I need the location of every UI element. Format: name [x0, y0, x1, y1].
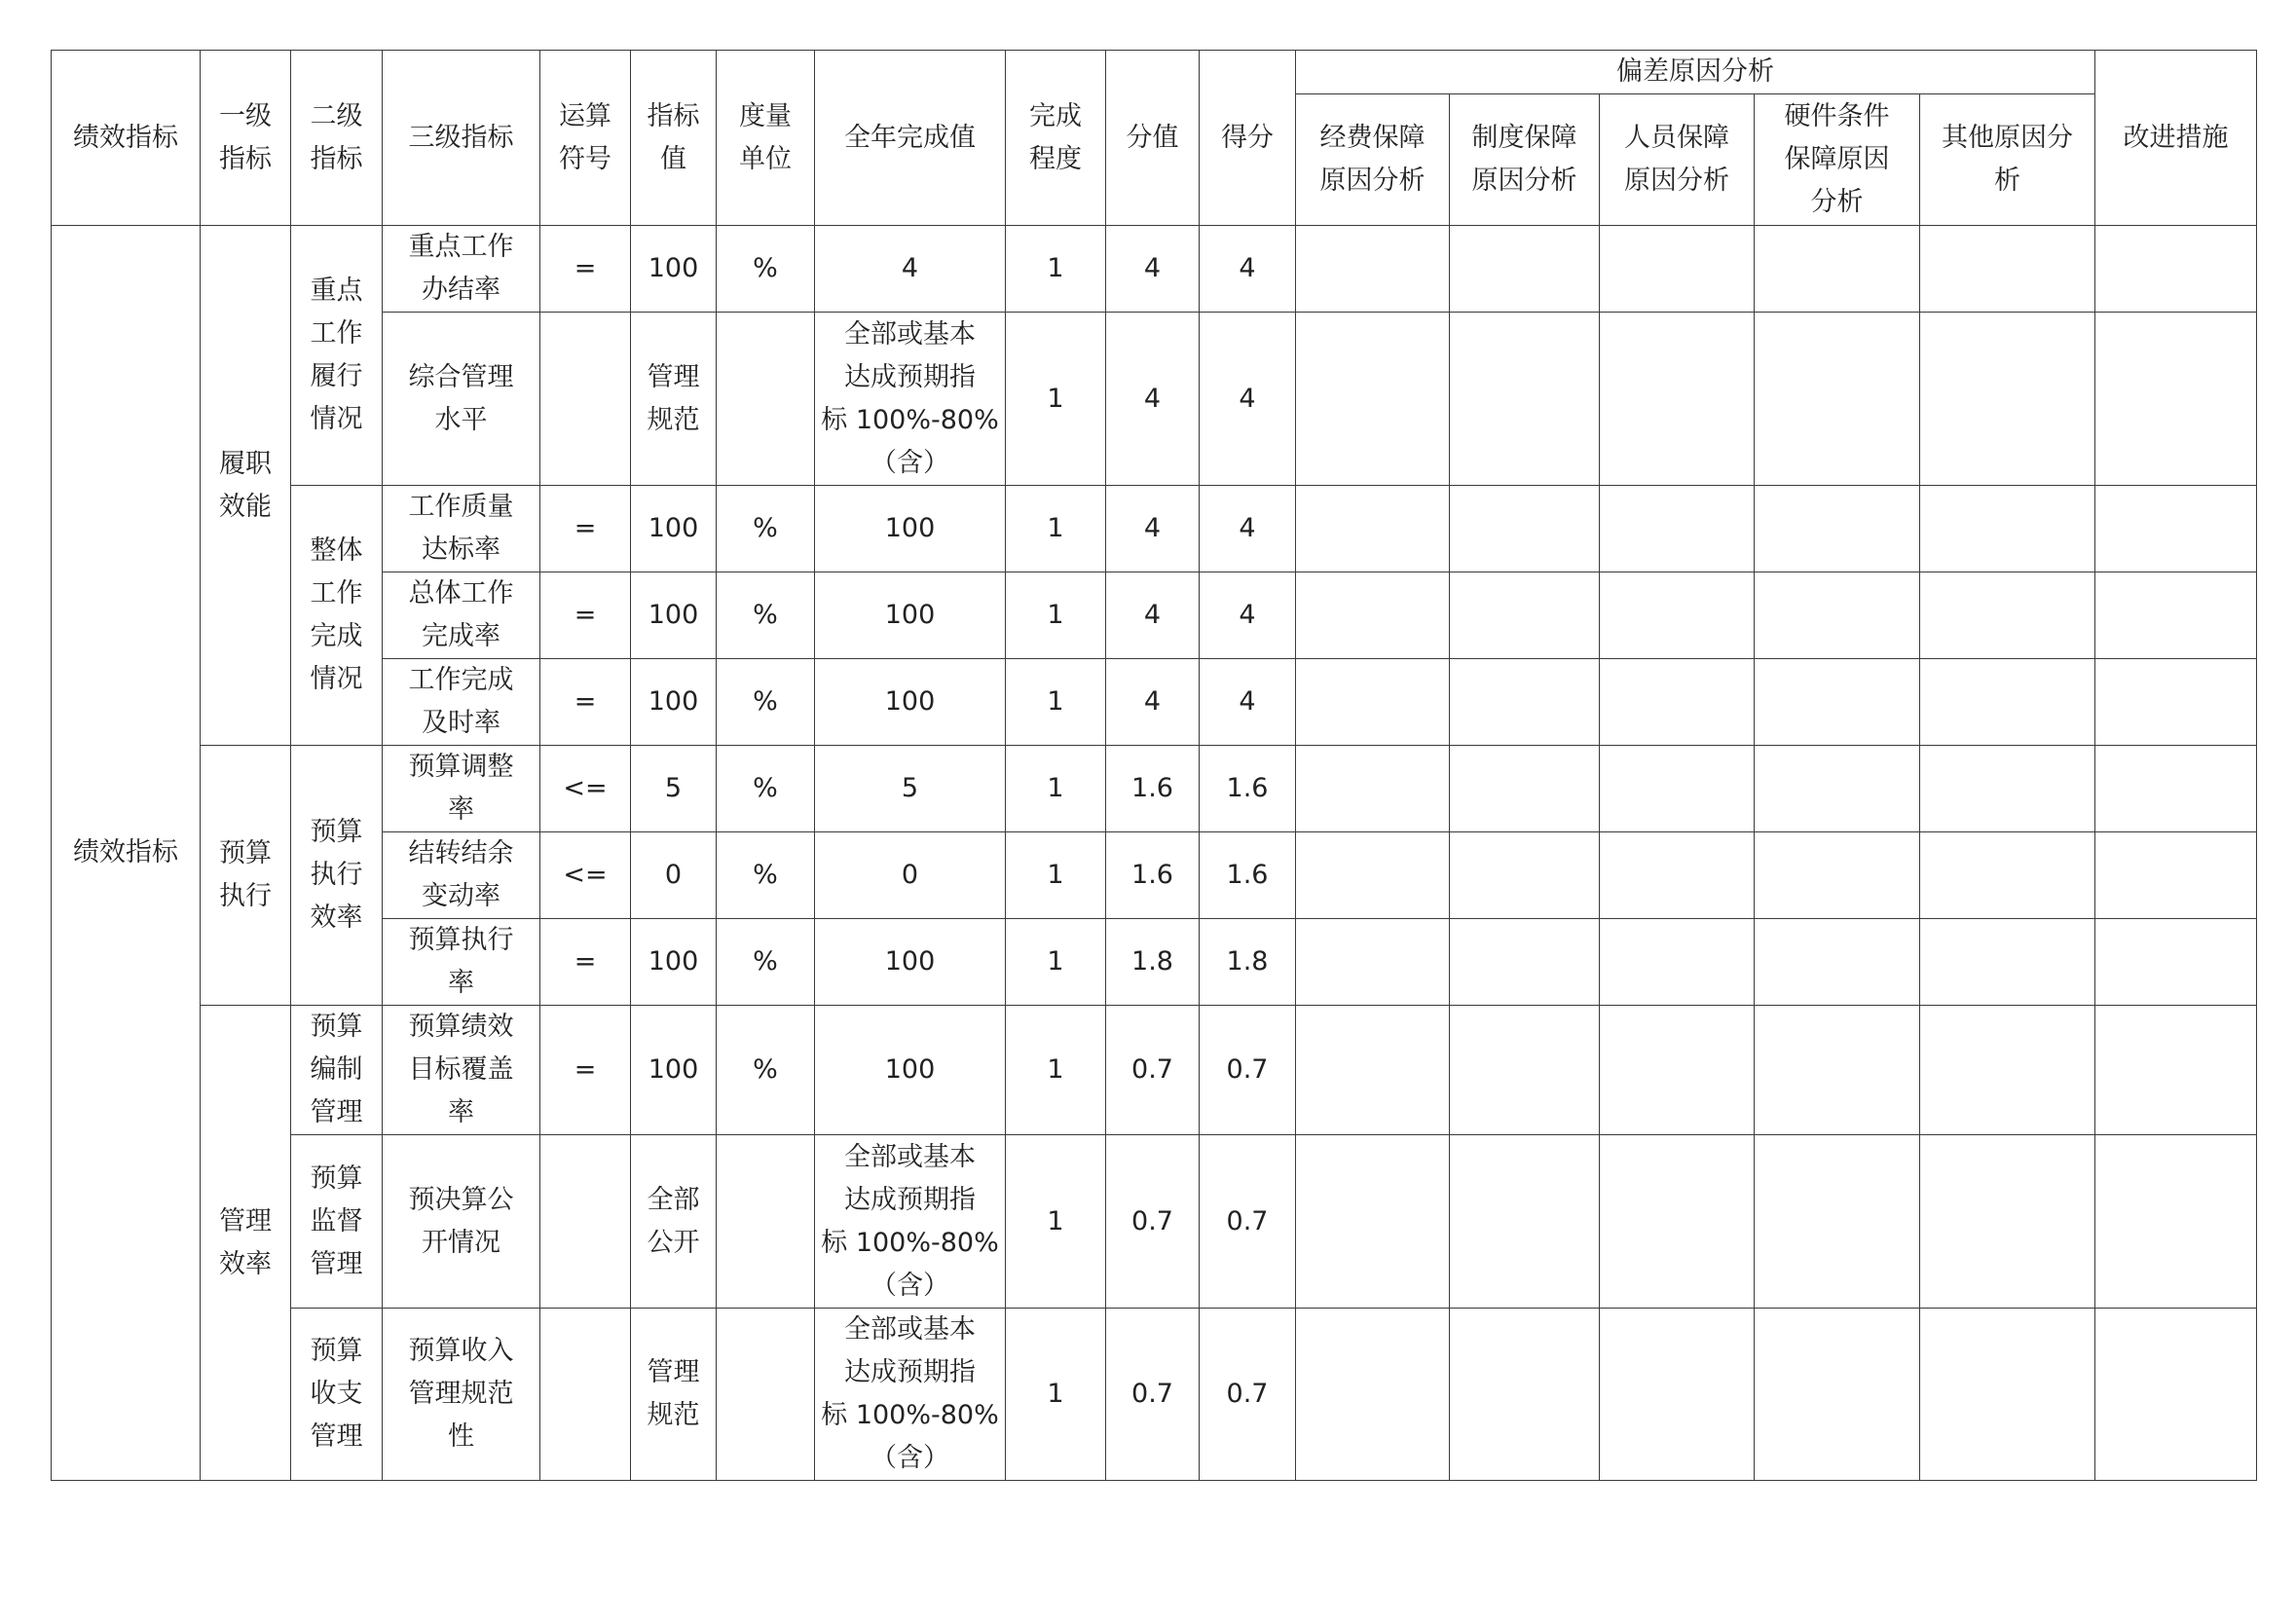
renyuan-cell: [1600, 313, 1755, 486]
zhidu-cell: [1450, 746, 1600, 832]
sanji-cell: 预算执行 率: [383, 919, 540, 1006]
gaijin-cell: [2095, 1309, 2257, 1481]
chengdu-cell: 1: [1006, 746, 1106, 832]
header-cell-yingjian: 硬件条件 保障原因 分析: [1755, 94, 1920, 226]
table-row: [52, 919, 2257, 1006]
fuhao-cell: =: [540, 226, 631, 313]
chengdu-cell: 1: [1006, 486, 1106, 572]
fenzhi-cell: 4: [1106, 659, 1200, 746]
header-cell-yiji: 一级 指标: [201, 51, 291, 226]
yingjian-cell: [1755, 313, 1920, 486]
gaijin-cell: [2095, 572, 2257, 659]
qita-cell: [1920, 313, 2095, 486]
zhidu-cell: [1450, 313, 1600, 486]
qita-cell: [1920, 659, 2095, 746]
zhi-cell: 5: [631, 746, 717, 832]
fuhao-cell: [540, 1309, 631, 1481]
renyuan-cell: [1600, 919, 1755, 1006]
fenzhi-cell: 1.6: [1106, 746, 1200, 832]
yingjian-cell: [1755, 1006, 1920, 1135]
wancheng-cell: 100: [815, 659, 1006, 746]
header-cell-wancheng-zhi: 全年完成值: [815, 51, 1006, 226]
qita-cell: [1920, 832, 2095, 919]
header-cell-piancha: 偏差原因分析: [1296, 51, 2095, 94]
defen-cell: 4: [1200, 659, 1296, 746]
gaijin-cell: [2095, 919, 2257, 1006]
yingjian-cell: [1755, 1309, 1920, 1481]
renyuan-cell: [1600, 486, 1755, 572]
zhi-cell: 100: [631, 486, 717, 572]
chengdu-cell: 1: [1006, 1135, 1106, 1309]
yingjian-cell: [1755, 659, 1920, 746]
gaijin-cell: [2095, 486, 2257, 572]
danwei-cell: %: [717, 919, 815, 1006]
header-row-1: [52, 51, 2257, 94]
table-row: [52, 746, 2257, 832]
zhi-cell: 100: [631, 919, 717, 1006]
danwei-cell: [717, 313, 815, 486]
danwei-cell: %: [717, 572, 815, 659]
sanji-cell: 预决算公 开情况: [383, 1135, 540, 1309]
fuhao-cell: =: [540, 919, 631, 1006]
wancheng-cell: 全部或基本 达成预期指 标 100%-80% （含）: [815, 1309, 1006, 1481]
jingfei-cell: [1296, 226, 1450, 313]
danwei-cell: %: [717, 1006, 815, 1135]
jingfei-cell: [1296, 572, 1450, 659]
danwei-cell: [717, 1135, 815, 1309]
renyuan-cell: [1600, 746, 1755, 832]
defen-cell: 4: [1200, 226, 1296, 313]
gaijin-cell: [2095, 746, 2257, 832]
sanji-cell: 预算绩效 目标覆盖 率: [383, 1006, 540, 1135]
table-row: [52, 659, 2257, 746]
zhidu-cell: [1450, 1135, 1600, 1309]
fenzhi-cell: 4: [1106, 572, 1200, 659]
subgroup-cell: 预算 编制 管理: [291, 1006, 383, 1135]
yingjian-cell: [1755, 486, 1920, 572]
jingfei-cell: [1296, 1006, 1450, 1135]
yingjian-cell: [1755, 572, 1920, 659]
fenzhi-cell: 1.8: [1106, 919, 1200, 1006]
zhidu-cell: [1450, 659, 1600, 746]
gaijin-cell: [2095, 832, 2257, 919]
zhi-cell: 100: [631, 572, 717, 659]
gaijin-cell: [2095, 659, 2257, 746]
zhidu-cell: [1450, 226, 1600, 313]
fuhao-cell: [540, 313, 631, 486]
defen-cell: 4: [1200, 313, 1296, 486]
chengdu-cell: 1: [1006, 1006, 1106, 1135]
jingfei-cell: [1296, 919, 1450, 1006]
header-cell-zhibiao-zhi: 指标 值: [631, 51, 717, 226]
qita-cell: [1920, 486, 2095, 572]
table-row: [52, 1309, 2257, 1481]
table-row: [52, 1135, 2257, 1309]
danwei-cell: %: [717, 746, 815, 832]
gaijin-cell: [2095, 1006, 2257, 1135]
table-row: [52, 486, 2257, 572]
zhi-cell: 管理 规范: [631, 313, 717, 486]
fenzhi-cell: 4: [1106, 226, 1200, 313]
jingfei-cell: [1296, 659, 1450, 746]
jingfei-cell: [1296, 486, 1450, 572]
group-cell: 预算 执行: [201, 746, 291, 1006]
wancheng-cell: 5: [815, 746, 1006, 832]
renyuan-cell: [1600, 1309, 1755, 1481]
jingfei-cell: [1296, 313, 1450, 486]
defen-cell: 0.7: [1200, 1006, 1296, 1135]
sanji-cell: 工作质量 达标率: [383, 486, 540, 572]
zhi-cell: 100: [631, 226, 717, 313]
header-cell-qita: 其他原因分 析: [1920, 94, 2095, 226]
sanji-cell: 结转结余 变动率: [383, 832, 540, 919]
danwei-cell: %: [717, 226, 815, 313]
fuhao-cell: =: [540, 659, 631, 746]
jixiao-cell: 绩效指标: [52, 226, 201, 1481]
header-cell-renyuan: 人员保障 原因分析: [1600, 94, 1755, 226]
jingfei-cell: [1296, 746, 1450, 832]
defen-cell: 1.6: [1200, 832, 1296, 919]
fuhao-cell: =: [540, 1006, 631, 1135]
header-cell-zhidu: 制度保障 原因分析: [1450, 94, 1600, 226]
sanji-cell: 总体工作 完成率: [383, 572, 540, 659]
danwei-cell: %: [717, 832, 815, 919]
zhidu-cell: [1450, 1006, 1600, 1135]
yingjian-cell: [1755, 832, 1920, 919]
zhi-cell: 100: [631, 659, 717, 746]
zhi-cell: 0: [631, 832, 717, 919]
wancheng-cell: 4: [815, 226, 1006, 313]
jingfei-cell: [1296, 1135, 1450, 1309]
chengdu-cell: 1: [1006, 313, 1106, 486]
renyuan-cell: [1600, 659, 1755, 746]
zhi-cell: 全部 公开: [631, 1135, 717, 1309]
fuhao-cell: =: [540, 486, 631, 572]
header-cell-chengdu: 完成 程度: [1006, 51, 1106, 226]
chengdu-cell: 1: [1006, 919, 1106, 1006]
header-cell-danwei: 度量 单位: [717, 51, 815, 226]
zhidu-cell: [1450, 919, 1600, 1006]
wancheng-cell: 100: [815, 919, 1006, 1006]
qita-cell: [1920, 1309, 2095, 1481]
header-cell-fenzhi: 分值: [1106, 51, 1200, 226]
wancheng-cell: 全部或基本 达成预期指 标 100%-80% （含）: [815, 313, 1006, 486]
gaijin-cell: [2095, 1135, 2257, 1309]
qita-cell: [1920, 1135, 2095, 1309]
group-cell: 管理 效率: [201, 1006, 291, 1481]
wancheng-cell: 100: [815, 1006, 1006, 1135]
yingjian-cell: [1755, 226, 1920, 313]
subgroup-cell: 重点 工作 履行 情况: [291, 226, 383, 486]
qita-cell: [1920, 919, 2095, 1006]
jingfei-cell: [1296, 832, 1450, 919]
defen-cell: 4: [1200, 486, 1296, 572]
sanji-cell: 重点工作 办结率: [383, 226, 540, 313]
subgroup-cell: 预算 执行 效率: [291, 746, 383, 1006]
fenzhi-cell: 0.7: [1106, 1006, 1200, 1135]
header-cell-gaijin: 改进措施: [2095, 51, 2257, 226]
performance-table: [51, 50, 2257, 1481]
zhidu-cell: [1450, 572, 1600, 659]
danwei-cell: %: [717, 486, 815, 572]
qita-cell: [1920, 746, 2095, 832]
subgroup-cell: 预算 收支 管理: [291, 1309, 383, 1481]
table-row: [52, 313, 2257, 486]
gaijin-cell: [2095, 313, 2257, 486]
zhi-cell: 100: [631, 1006, 717, 1135]
zhi-cell: 管理 规范: [631, 1309, 717, 1481]
renyuan-cell: [1600, 1006, 1755, 1135]
table-row: [52, 572, 2257, 659]
fuhao-cell: <=: [540, 746, 631, 832]
jingfei-cell: [1296, 1309, 1450, 1481]
fenzhi-cell: 0.7: [1106, 1135, 1200, 1309]
renyuan-cell: [1600, 226, 1755, 313]
renyuan-cell: [1600, 572, 1755, 659]
header-cell-defen: 得分: [1200, 51, 1296, 226]
sanji-cell: 预算调整 率: [383, 746, 540, 832]
danwei-cell: %: [717, 659, 815, 746]
chengdu-cell: 1: [1006, 1309, 1106, 1481]
header-cell-erji: 二级 指标: [291, 51, 383, 226]
yingjian-cell: [1755, 1135, 1920, 1309]
renyuan-cell: [1600, 832, 1755, 919]
danwei-cell: [717, 1309, 815, 1481]
header-cell-sanji: 三级指标: [383, 51, 540, 226]
chengdu-cell: 1: [1006, 832, 1106, 919]
sanji-cell: 综合管理 水平: [383, 313, 540, 486]
chengdu-cell: 1: [1006, 572, 1106, 659]
zhidu-cell: [1450, 486, 1600, 572]
fenzhi-cell: 0.7: [1106, 1309, 1200, 1481]
subgroup-cell: 预算 监督 管理: [291, 1135, 383, 1309]
fuhao-cell: [540, 1135, 631, 1309]
defen-cell: 1.8: [1200, 919, 1296, 1006]
yingjian-cell: [1755, 919, 1920, 1006]
chengdu-cell: 1: [1006, 659, 1106, 746]
wancheng-cell: 0: [815, 832, 1006, 919]
defen-cell: 0.7: [1200, 1135, 1296, 1309]
fenzhi-cell: 4: [1106, 486, 1200, 572]
sanji-cell: 预算收入 管理规范 性: [383, 1309, 540, 1481]
zhidu-cell: [1450, 1309, 1600, 1481]
yingjian-cell: [1755, 746, 1920, 832]
qita-cell: [1920, 572, 2095, 659]
defen-cell: 0.7: [1200, 1309, 1296, 1481]
renyuan-cell: [1600, 1135, 1755, 1309]
sanji-cell: 工作完成 及时率: [383, 659, 540, 746]
fuhao-cell: <=: [540, 832, 631, 919]
zhidu-cell: [1450, 832, 1600, 919]
fenzhi-cell: 4: [1106, 313, 1200, 486]
wancheng-cell: 100: [815, 572, 1006, 659]
header-cell-jingfei: 经费保障 原因分析: [1296, 94, 1450, 226]
table-row: [52, 1006, 2257, 1135]
group-cell: 履职 效能: [201, 226, 291, 746]
wancheng-cell: 全部或基本 达成预期指 标 100%-80% （含）: [815, 1135, 1006, 1309]
qita-cell: [1920, 226, 2095, 313]
defen-cell: 4: [1200, 572, 1296, 659]
header-cell-jixiao: 绩效指标: [52, 51, 201, 226]
fenzhi-cell: 1.6: [1106, 832, 1200, 919]
header-cell-fuhao: 运算 符号: [540, 51, 631, 226]
subgroup-cell: 整体 工作 完成 情况: [291, 486, 383, 746]
wancheng-cell: 100: [815, 486, 1006, 572]
gaijin-cell: [2095, 226, 2257, 313]
qita-cell: [1920, 1006, 2095, 1135]
table-row: [52, 832, 2257, 919]
defen-cell: 1.6: [1200, 746, 1296, 832]
table-row: [52, 226, 2257, 313]
chengdu-cell: 1: [1006, 226, 1106, 313]
fuhao-cell: =: [540, 572, 631, 659]
